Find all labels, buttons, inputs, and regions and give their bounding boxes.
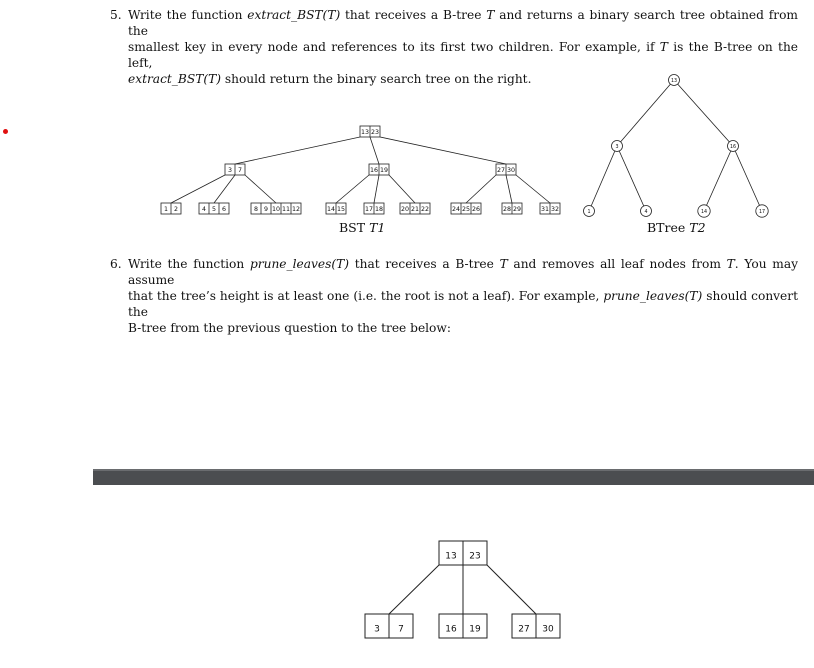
- btree-edge: [245, 175, 276, 203]
- function-name: prune_leaves(T): [249, 257, 349, 271]
- btree-internal-node-key: 3: [227, 166, 233, 174]
- btree-leaf-node-key: 5: [211, 205, 217, 213]
- bst-node-key: 14: [700, 210, 708, 215]
- bst-node-key: 13: [670, 79, 678, 84]
- btree-internal-node-key: 16: [369, 166, 379, 174]
- question-5-line-2: smallest key in every node and references to its first two children. For example, if T is the B-tree on the left,: [128, 40, 799, 70]
- btree-leaf-node-key: 8: [253, 205, 259, 213]
- btree-leaf-node-key: 32: [550, 205, 560, 213]
- btree-edge: [516, 175, 550, 203]
- btree-internal-node-key: 30: [506, 166, 516, 174]
- btree-root-node-key: 13: [360, 128, 370, 136]
- btree-internal-node-key: 19: [379, 166, 389, 174]
- question-5-line-3: extract_BST(T) should return the binary search tree on the right.: [128, 72, 532, 86]
- btree-leaf-node-key: 17: [364, 205, 374, 213]
- btree-edge: [466, 175, 496, 203]
- bst-edge: [589, 146, 617, 211]
- btree-edge: [506, 175, 512, 203]
- btree-leaf-node-key: 25: [461, 205, 471, 213]
- pruned-child-node-key: 16: [445, 624, 457, 635]
- btree-edge: [235, 137, 360, 164]
- btree-leaf-node-key: 21: [410, 205, 420, 213]
- bst-edge: [617, 146, 646, 211]
- btree-root-node-key: 23: [370, 128, 380, 136]
- btree-leaf-node-key: 24: [451, 205, 461, 213]
- pruned-child-node-key: 19: [469, 624, 481, 635]
- btree-internal-node-key: 7: [237, 166, 243, 174]
- btree-edge: [370, 137, 379, 164]
- btree-leaf-node-key: 14: [326, 205, 336, 213]
- pruned-edge: [389, 565, 439, 614]
- btree-caption: BST T1: [339, 220, 386, 235]
- btree-edge: [374, 175, 379, 203]
- bst-node-key: 16: [729, 145, 737, 150]
- btree-leaf-node-key: 10: [271, 205, 281, 213]
- btree-edge: [336, 175, 369, 203]
- btree-leaf-node-key: 20: [400, 205, 410, 213]
- pruned-child-node-key: 3: [374, 624, 380, 635]
- btree-leaf-node-key: 29: [512, 205, 522, 213]
- btree-leaf-node-key: 9: [263, 205, 269, 213]
- question-5-number: 5.: [110, 8, 122, 22]
- btree-leaf-node-key: 11: [281, 205, 291, 213]
- bst-edge: [733, 146, 762, 211]
- function-name: extract_BST(T): [128, 72, 221, 86]
- pruned-child-node-key: 7: [398, 624, 404, 635]
- btree-leaf-node-key: 6: [221, 205, 227, 213]
- btree-edge: [380, 137, 506, 164]
- question-6-line-2: that the tree’s height is at least one (i.e. the root is not a leaf). For example, prune_leaves(T) should convert the: [128, 289, 798, 319]
- pruned-edge: [487, 565, 536, 614]
- bst-node-key: 3: [615, 145, 619, 150]
- question-5-line-1: Write the function extract_BST(T) that receives a B-tree T and returns a binary search tree obtained from the: [128, 8, 798, 38]
- question-6-number: 6.: [110, 257, 122, 271]
- btree-internal-node-key: 27: [496, 166, 506, 174]
- btree-leaf-node-key: 1: [163, 205, 169, 213]
- bst-node-key: 17: [758, 210, 766, 215]
- pruned-child-node-key: 27: [518, 624, 530, 635]
- btree-leaf-node-key: 18: [374, 205, 384, 213]
- btree-leaf-node-key: 26: [471, 205, 481, 213]
- btree-leaf-node-key: 4: [201, 205, 207, 213]
- bst-node-key: 4: [644, 210, 648, 215]
- btree-leaf-node-key: 2: [173, 205, 179, 213]
- btree-leaf-node-key: 15: [336, 205, 346, 213]
- btree-edge: [389, 175, 415, 203]
- function-name: prune_leaves(T): [603, 289, 703, 303]
- function-name: extract_BST(T): [247, 8, 341, 22]
- btree-leaf-node-key: 12: [291, 205, 301, 213]
- bst-node-key: 1: [587, 210, 591, 215]
- pruned-child-node-key: 30: [542, 624, 554, 635]
- bst-edge: [617, 80, 674, 146]
- btree-leaf-node-key: 22: [420, 205, 430, 213]
- pruned-root-node-key: 23: [469, 551, 481, 562]
- pruned-root-node-key: 13: [445, 551, 457, 562]
- bst-edge: [674, 80, 733, 146]
- bst-caption: BTree T2: [647, 220, 706, 235]
- btree-leaf-node-key: 28: [502, 205, 512, 213]
- question-6-line-1: Write the function prune_leaves(T) that receives a B-tree T and removes all leaf nodes from T. You may assume: [128, 257, 798, 287]
- btree-leaf-node-key: 31: [540, 205, 550, 213]
- question-6-line-3: B-tree from the previous question to the tree below:: [128, 321, 451, 335]
- bst-edge: [704, 146, 733, 211]
